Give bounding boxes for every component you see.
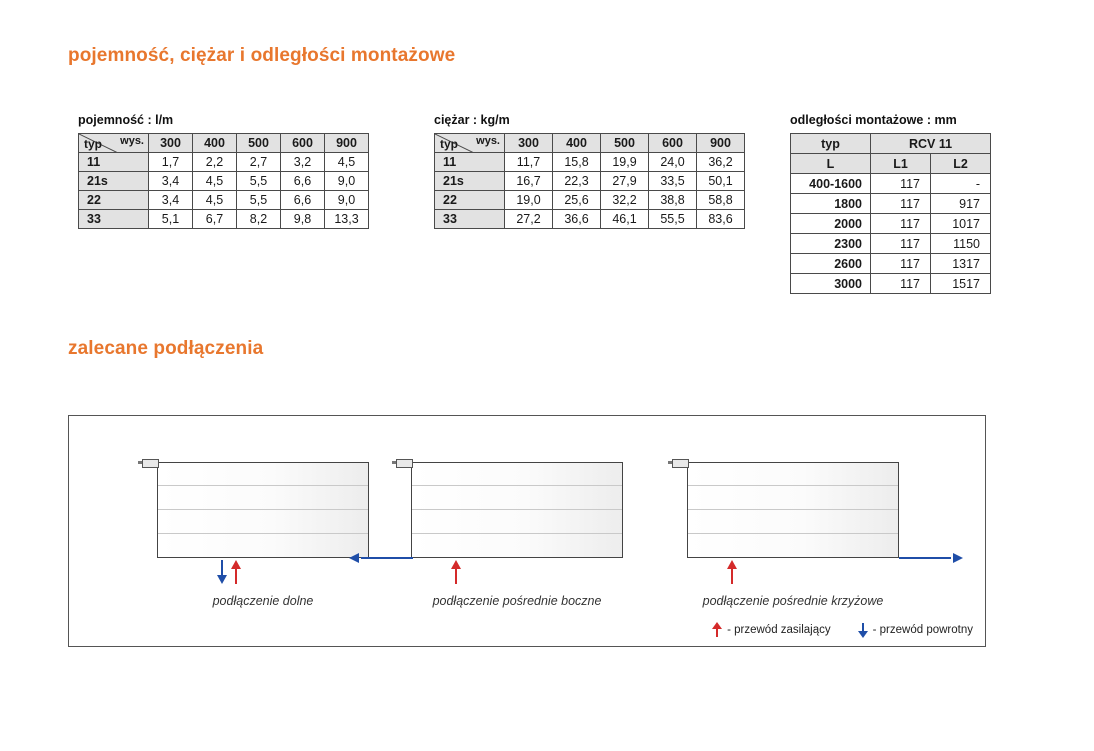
table-row bbox=[791, 174, 991, 194]
table-row bbox=[79, 153, 369, 172]
row-label-l: 2000 bbox=[791, 214, 871, 234]
table-row bbox=[791, 254, 991, 274]
mounting-header-model: RCV 11 bbox=[871, 134, 991, 154]
table-row bbox=[791, 214, 991, 234]
table-row bbox=[79, 172, 369, 191]
cell-l2: 1150 bbox=[931, 234, 991, 254]
cell-l1: 117 bbox=[871, 254, 931, 274]
legend-return-label: - przewód powrotny bbox=[872, 624, 973, 636]
cell-l2: 1017 bbox=[931, 214, 991, 234]
radiator-line bbox=[688, 509, 898, 510]
row-header: 22 bbox=[79, 191, 149, 210]
valve-body bbox=[142, 459, 159, 468]
cell: 19,9 bbox=[601, 153, 649, 172]
cell-l2: - bbox=[931, 174, 991, 194]
page-title-capacity: pojemność, ciężar i odległości montażowe bbox=[68, 45, 456, 66]
row-header: 22 bbox=[435, 191, 505, 210]
radiator-line bbox=[688, 533, 898, 534]
table-row bbox=[435, 191, 745, 210]
row-label-l: 400-1600 bbox=[791, 174, 871, 194]
row-label-l: 1800 bbox=[791, 194, 871, 214]
cell: 55,5 bbox=[649, 210, 697, 229]
table-header-row bbox=[435, 134, 745, 153]
cell: 32,2 bbox=[601, 191, 649, 210]
row-header: 21s bbox=[79, 172, 149, 191]
col-header: 400 bbox=[193, 134, 237, 153]
cell: 9,8 bbox=[281, 210, 325, 229]
col-header: 900 bbox=[325, 134, 369, 153]
subheader-l: L bbox=[791, 154, 871, 174]
cell: 5,1 bbox=[149, 210, 193, 229]
page-title-connections: zalecane podłączenia bbox=[68, 338, 264, 359]
valve-icon bbox=[668, 457, 690, 468]
capacity-table bbox=[78, 133, 369, 229]
table-row bbox=[791, 274, 991, 294]
table-header-row bbox=[791, 134, 991, 154]
radiator-line bbox=[412, 485, 622, 486]
radiator-body bbox=[157, 462, 369, 558]
cell: 3,4 bbox=[149, 172, 193, 191]
return-arrow-left-icon bbox=[347, 550, 417, 566]
radiator-line bbox=[412, 509, 622, 510]
return-arrow-icon bbox=[857, 622, 869, 638]
cell: 11,7 bbox=[505, 153, 553, 172]
cell-l1: 117 bbox=[871, 194, 931, 214]
cell: 5,5 bbox=[237, 191, 281, 210]
cell: 36,6 bbox=[553, 210, 601, 229]
cell: 19,0 bbox=[505, 191, 553, 210]
cell-l2: 917 bbox=[931, 194, 991, 214]
row-header: 21s bbox=[435, 172, 505, 191]
mounting-table-block bbox=[790, 113, 991, 294]
capacity-table-caption: pojemność : l/m bbox=[78, 113, 174, 127]
radiator-line bbox=[158, 533, 368, 534]
supply-arrow-up-icon bbox=[447, 558, 465, 586]
bottom-connection-arrows-icon bbox=[215, 558, 261, 586]
corner-label-bottom: typ bbox=[440, 137, 458, 151]
col-header: 300 bbox=[149, 134, 193, 153]
cell: 4,5 bbox=[193, 172, 237, 191]
cell: 58,8 bbox=[697, 191, 745, 210]
cell-l1: 117 bbox=[871, 174, 931, 194]
legend-supply bbox=[711, 622, 831, 638]
table-header-row bbox=[79, 134, 369, 153]
cell: 15,8 bbox=[553, 153, 601, 172]
cell: 50,1 bbox=[697, 172, 745, 191]
cell: 4,5 bbox=[193, 191, 237, 210]
corner-header-cell bbox=[435, 134, 505, 153]
table-subheader-row bbox=[791, 154, 991, 174]
mounting-table bbox=[790, 133, 991, 294]
radiator-line bbox=[688, 485, 898, 486]
cell: 13,3 bbox=[325, 210, 369, 229]
radiator-line bbox=[158, 509, 368, 510]
weight-table bbox=[434, 133, 745, 229]
diagram-caption: podłączenie dolne bbox=[212, 594, 314, 608]
row-header: 11 bbox=[435, 153, 505, 172]
row-header: 33 bbox=[435, 210, 505, 229]
diagram-caption: podłączenie pośrednie krzyżowe bbox=[702, 594, 884, 608]
table-row bbox=[791, 234, 991, 254]
legend-supply-label: - przewód zasilający bbox=[727, 624, 831, 636]
cell: 9,0 bbox=[325, 191, 369, 210]
cell: 24,0 bbox=[649, 153, 697, 172]
cell-l1: 117 bbox=[871, 234, 931, 254]
connection-diagram-panel bbox=[68, 415, 986, 647]
cell: 9,0 bbox=[325, 172, 369, 191]
return-arrow-right-icon bbox=[895, 550, 965, 566]
cell-l2: 1517 bbox=[931, 274, 991, 294]
col-header: 500 bbox=[601, 134, 649, 153]
mounting-table-caption: odległości montażowe : mm bbox=[790, 113, 957, 127]
cell: 8,2 bbox=[237, 210, 281, 229]
weight-table-block bbox=[434, 113, 745, 229]
col-header: 600 bbox=[281, 134, 325, 153]
valve-body bbox=[672, 459, 689, 468]
row-header: 33 bbox=[79, 210, 149, 229]
cell: 4,5 bbox=[325, 153, 369, 172]
cell: 46,1 bbox=[601, 210, 649, 229]
subheader-l1: L1 bbox=[871, 154, 931, 174]
valve-body bbox=[396, 459, 413, 468]
diagram-caption: podłączenie pośrednie boczne bbox=[432, 594, 602, 608]
col-header: 400 bbox=[553, 134, 601, 153]
table-row bbox=[435, 210, 745, 229]
cell-l1: 117 bbox=[871, 214, 931, 234]
cell: 22,3 bbox=[553, 172, 601, 191]
row-label-l: 3000 bbox=[791, 274, 871, 294]
corner-label-bottom: typ bbox=[84, 137, 102, 151]
cell: 38,8 bbox=[649, 191, 697, 210]
row-label-l: 2600 bbox=[791, 254, 871, 274]
cell: 5,5 bbox=[237, 172, 281, 191]
supply-arrow-up-icon bbox=[723, 558, 741, 586]
cell: 36,2 bbox=[697, 153, 745, 172]
col-header: 300 bbox=[505, 134, 553, 153]
cell: 6,7 bbox=[193, 210, 237, 229]
table-row bbox=[791, 194, 991, 214]
supply-arrow-icon bbox=[711, 622, 723, 638]
col-header: 500 bbox=[237, 134, 281, 153]
cell: 25,6 bbox=[553, 191, 601, 210]
cell: 3,2 bbox=[281, 153, 325, 172]
cell: 33,5 bbox=[649, 172, 697, 191]
col-header: 900 bbox=[697, 134, 745, 153]
mounting-header-type: typ bbox=[791, 134, 871, 154]
col-header: 600 bbox=[649, 134, 697, 153]
capacity-table-block bbox=[78, 113, 369, 229]
weight-table-caption: ciężar : kg/m bbox=[434, 113, 510, 127]
cell: 3,4 bbox=[149, 191, 193, 210]
valve-icon bbox=[392, 457, 414, 468]
legend-return bbox=[857, 622, 973, 638]
cell-l1: 117 bbox=[871, 274, 931, 294]
radiator-line bbox=[412, 533, 622, 534]
cell: 27,9 bbox=[601, 172, 649, 191]
table-row bbox=[79, 210, 369, 229]
cell-l2: 1317 bbox=[931, 254, 991, 274]
radiator-line bbox=[158, 485, 368, 486]
table-row bbox=[435, 172, 745, 191]
diagram-legend bbox=[711, 622, 973, 638]
table-row bbox=[79, 191, 369, 210]
row-label-l: 2300 bbox=[791, 234, 871, 254]
subheader-l2: L2 bbox=[931, 154, 991, 174]
cell: 27,2 bbox=[505, 210, 553, 229]
radiator-body bbox=[687, 462, 899, 558]
valve-icon bbox=[138, 457, 160, 468]
row-header: 11 bbox=[79, 153, 149, 172]
cell: 2,2 bbox=[193, 153, 237, 172]
cell: 6,6 bbox=[281, 172, 325, 191]
cell: 2,7 bbox=[237, 153, 281, 172]
table-row bbox=[435, 153, 745, 172]
cell: 6,6 bbox=[281, 191, 325, 210]
corner-label-top: wys. bbox=[120, 135, 144, 147]
cell: 16,7 bbox=[505, 172, 553, 191]
corner-label-top: wys. bbox=[476, 135, 500, 147]
cell: 1,7 bbox=[149, 153, 193, 172]
radiator-body bbox=[411, 462, 623, 558]
cell: 83,6 bbox=[697, 210, 745, 229]
corner-header-cell bbox=[79, 134, 149, 153]
